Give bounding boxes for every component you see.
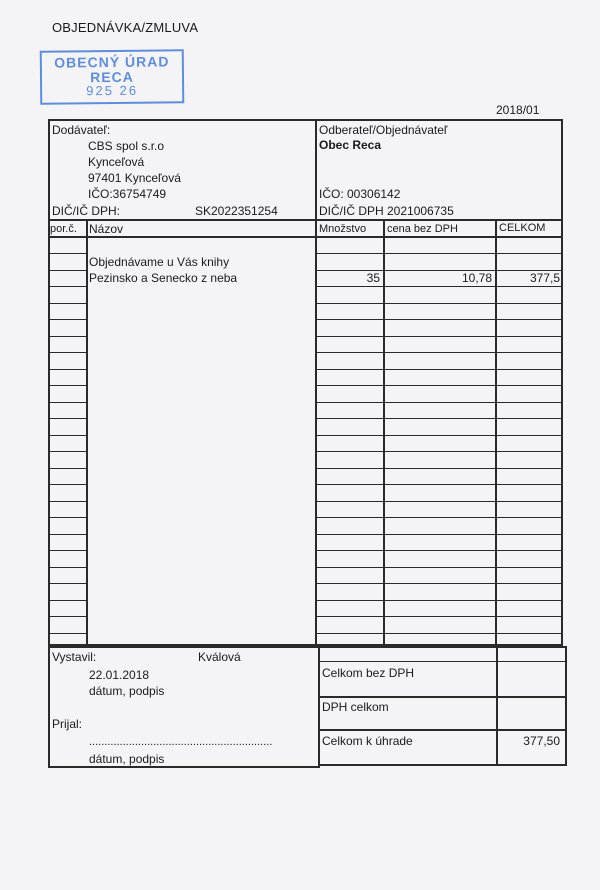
item-price: 10,78 (461, 271, 492, 285)
received-label: Prijal: (52, 717, 83, 731)
row-line-number-col (48, 583, 87, 584)
row-line-number-col (48, 468, 87, 469)
row-line-value-cols (316, 385, 563, 386)
issued-date: 22.01.2018 (89, 668, 150, 682)
row-line-number-col (48, 319, 87, 320)
totals-line-2 (318, 696, 567, 698)
party-bottom-line (48, 219, 563, 221)
document-number: 2018/01 (496, 103, 540, 117)
row-line-value-cols (316, 550, 563, 551)
row-line-number-col (48, 336, 87, 337)
row-line-value-cols (316, 319, 563, 320)
row-line-number-col (48, 600, 87, 601)
item-name-line-1: Objednávame u Vás knihy (89, 255, 230, 269)
row-line-number-col (48, 567, 87, 568)
row-line-number-col (48, 270, 87, 271)
supplier-label: Dodávateľ: (52, 123, 111, 137)
row-line-number-col (48, 253, 87, 254)
customer-name: Obec Reca (319, 138, 382, 152)
total-due-label: Celkom k úhrade (322, 734, 413, 748)
supplier-street: Kynceľová (88, 155, 145, 169)
row-line-number-col (48, 352, 87, 353)
row-line-number-col (48, 484, 87, 485)
stamp-line-1: OBECNÝ ÚRAD (54, 53, 170, 71)
row-line-number-col (48, 435, 87, 436)
row-line-value-cols (316, 567, 563, 568)
issued-date-sign: dátum, podpis (89, 684, 165, 698)
supplier-ico: IČO:36754749 (88, 187, 167, 201)
row-line-value-cols (316, 616, 563, 617)
row-line-value-cols (316, 517, 563, 518)
item-quantity: 35 (366, 271, 380, 285)
row-line-value-cols (316, 583, 563, 584)
signature-dots: ............................................................ (89, 736, 273, 748)
row-line-number-col (48, 633, 87, 634)
header-total: CELKOM (499, 222, 546, 234)
item-name-line-2: Pezinsko a Senecko z neba (89, 271, 238, 285)
row-line-number-col (48, 402, 87, 403)
total-vat-label: DPH celkom (322, 700, 389, 714)
row-line-value-cols (316, 451, 563, 452)
office-stamp (40, 49, 185, 105)
row-line-value-cols (316, 336, 563, 337)
stamp-line-2: RECA (90, 68, 134, 86)
row-line-number-col (48, 451, 87, 452)
row-line-number-col (48, 616, 87, 617)
row-line-value-cols (316, 534, 563, 535)
row-line-value-cols (316, 303, 563, 304)
row-line-value-cols (316, 435, 563, 436)
row-line-value-cols (316, 468, 563, 469)
totals-line-1 (318, 661, 567, 662)
header-number: por.č. (50, 223, 77, 235)
totals-divider (496, 646, 498, 766)
stamp-line-3: 925 26 (86, 82, 139, 99)
header-price: cena bez DPH (387, 223, 458, 235)
row-line-number-col (48, 517, 87, 518)
document-title: OBJEDNÁVKA/ZMLUVA (52, 20, 199, 35)
party-divider (315, 120, 317, 220)
total-due-value: 377,50 (523, 734, 560, 748)
row-line-value-cols (316, 352, 563, 353)
row-line-value-cols (316, 369, 563, 370)
customer-dic: DIČ/IČ DPH 2021006735 (319, 204, 454, 218)
row-line-number-col (48, 286, 87, 287)
received-date-sign: dátum, podpis (89, 752, 165, 766)
totals-line-3 (318, 729, 567, 731)
row-line-number-col (48, 303, 87, 304)
row-line-value-cols (316, 253, 563, 254)
supplier-dic-value: SK2022351254 (195, 204, 278, 218)
item-total: 377,5 (529, 271, 560, 285)
row-line-value-cols (316, 418, 563, 419)
row-line-value-cols (316, 484, 563, 485)
supplier-dic-label: DIČ/IČ DPH: (52, 204, 121, 218)
header-bottom-line (48, 236, 563, 238)
row-line-value-cols (316, 600, 563, 601)
row-line-number-col (48, 550, 87, 551)
row-line-number-col (48, 501, 87, 502)
row-line-number-col (48, 418, 87, 419)
row-line-value-cols (316, 633, 563, 634)
supplier-name: CBS spol s.r.o (88, 139, 165, 153)
customer-ico: IČO: 00306142 (319, 187, 401, 201)
supplier-city: 97401 Kynceľová (88, 171, 181, 185)
row-line-value-cols (316, 286, 563, 287)
issued-by: Kválová (198, 650, 241, 664)
row-line-value-cols (316, 402, 563, 403)
header-quantity: Množstvo (319, 223, 367, 235)
issued-label: Vystavil: (52, 650, 97, 664)
row-line-value-cols (316, 501, 563, 502)
signature-box (48, 646, 320, 768)
row-line-number-col (48, 385, 87, 386)
header-name: Názov (89, 222, 124, 236)
row-line-number-col (48, 534, 87, 535)
total-net-label: Celkom bez DPH (322, 666, 415, 680)
customer-label: Odberateľ/Objednávateľ (319, 123, 448, 137)
row-line-number-col (48, 369, 87, 370)
